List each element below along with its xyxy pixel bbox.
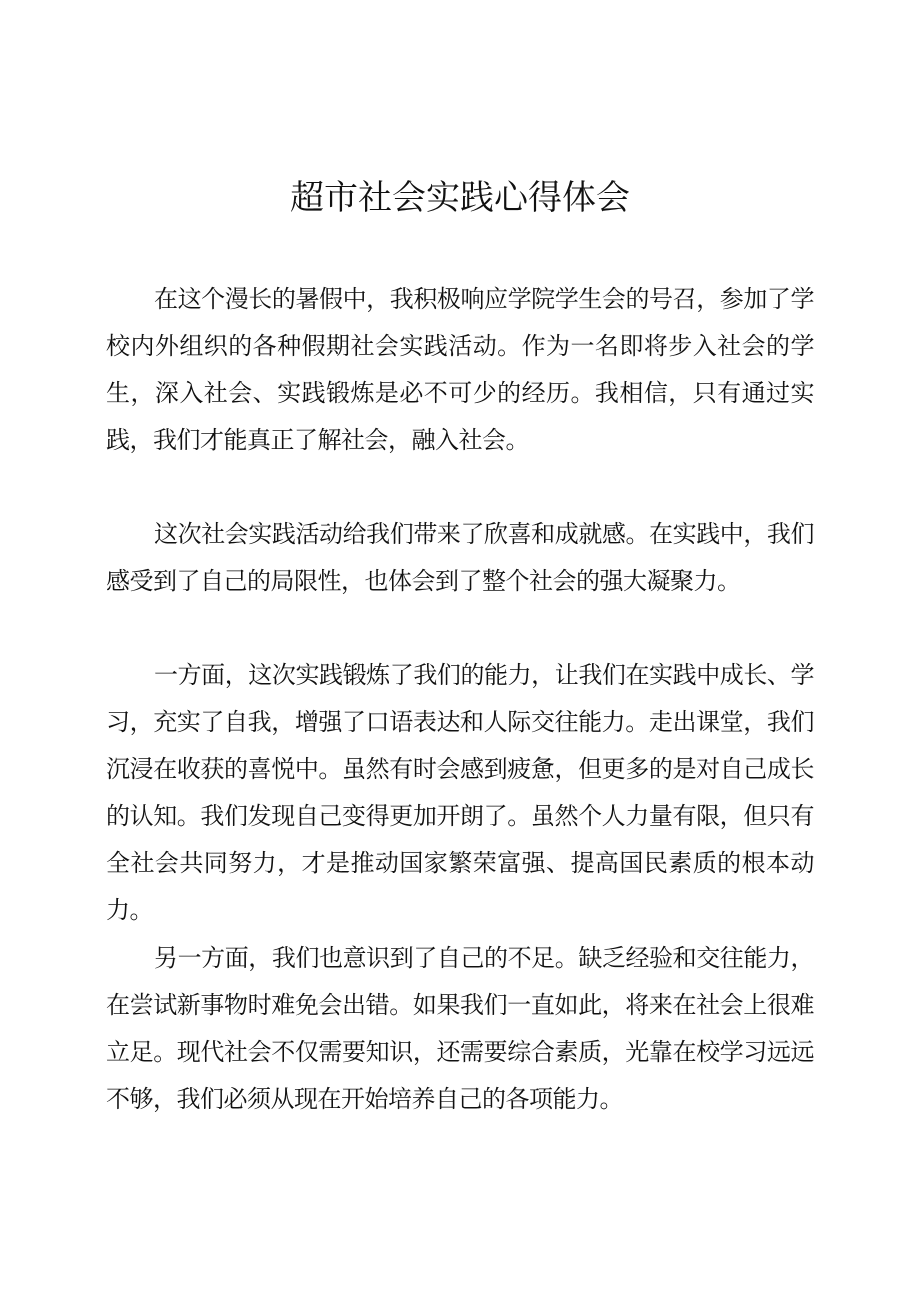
paragraph-1: 在这个漫长的暑假中，我积极响应学院学生会的号召，参加了学校内外组织的各种假期社会实践活动。作为一名即将步入社会的学生，深入社会、实践锻炼是必不可少的经历。我相信，只有通过实践，我们才能真正了解社会，融入社会。 xyxy=(106,285,814,454)
paragraph-4: 另一方面，我们也意识到了自己的不足。缺乏经验和交往能力，在尝试新事物时难免会出错。如果我们一直如此，将来在社会上很难立足。现代社会不仅需要知识，还需要综合素质，光靠在校学习远远不够，我们必须从现在开始培养自己的各项能力。 xyxy=(106,944,814,1113)
paragraph-2: 这次社会实践活动给我们带来了欣喜和成就感。在实践中，我们感受到了自己的局限性，也体会到了整个社会的强大凝聚力。 xyxy=(106,520,814,595)
paragraph-3: 一方面，这次实践锻炼了我们的能力，让我们在实践中成长、学习，充实了自我，增强了口语表达和人际交往能力。走出课堂，我们沉浸在收获的喜悦中。虽然有时会感到疲惫，但更多的是对自己成长的认知。我们发现自己变得更加开朗了。虽然个人力量有限，但只有全社会共同努力，才是推动国家繁荣富强、提高国民素质的根本动力。 xyxy=(106,661,814,924)
document-title: 超市社会实践心得体会 xyxy=(290,178,630,218)
